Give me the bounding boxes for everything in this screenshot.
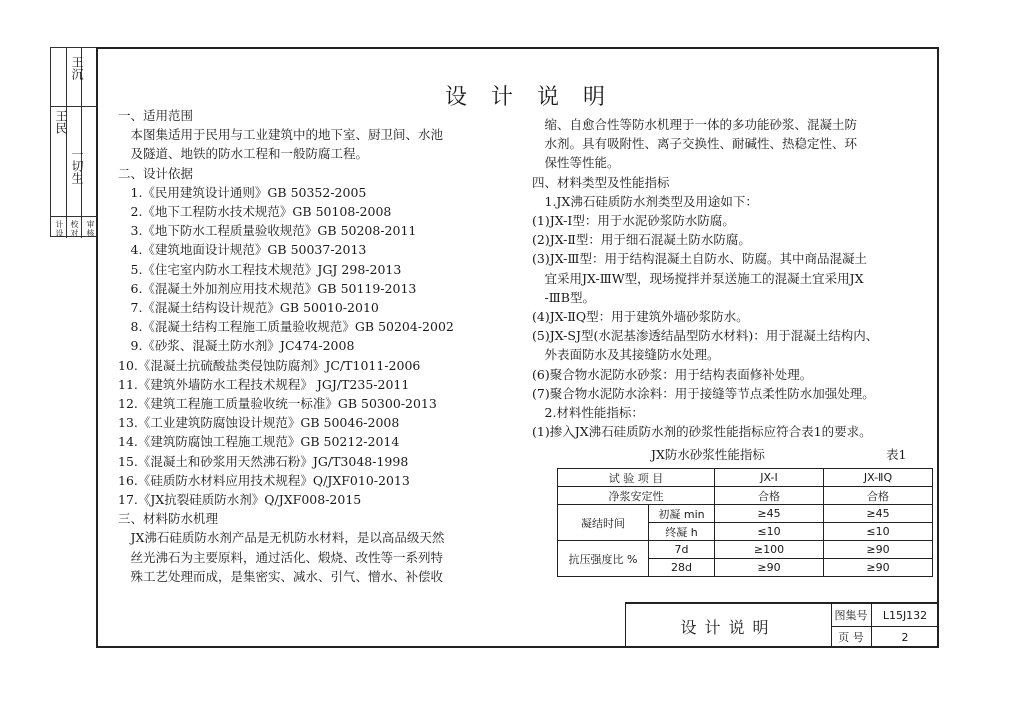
left_column-line: 7.《混凝土结构设计规范》GB 50010-2010 [118, 300, 379, 316]
row-sub: 初凝 min [649, 505, 715, 523]
signature-strip [50, 47, 96, 237]
row-sub: 终凝 h [649, 523, 715, 541]
table-row [558, 541, 933, 559]
cell-label-4: 审 [86, 220, 95, 228]
signature-2: 王沉 [70, 56, 84, 80]
left_column-line: 2.《地下工程防水技术规范》GB 50108-2008 [118, 204, 392, 220]
left_column-line: 5.《住宅室内防水工程技术规范》JGJ 298-2013 [118, 261, 402, 277]
header-jx1: JX-Ⅰ [715, 469, 824, 487]
page-row [831, 626, 938, 648]
right_column-line: 外表面防水及其接缝防水处理。 [532, 347, 720, 363]
table-row [558, 505, 933, 523]
left_column-line: 11.《建筑外墙防水工程技术规程》 JGJ/T235-2011 [118, 376, 410, 392]
right_column-line: (1)JX-Ⅰ型：用于水泥砂浆防水防腐。 [532, 213, 735, 229]
table-header-row [558, 469, 933, 487]
right_column-line: (7)聚合物水泥防水涂料：用于接缝等节点柔性防水加强处理。 [532, 385, 875, 401]
title-block [625, 602, 939, 648]
left_column-line: 12.《建筑工程施工质量验收统一标准》GB 50300-2013 [118, 396, 437, 412]
atlas-row [831, 604, 938, 627]
right_column-line: (6)聚合物水泥防水砂浆：用于结构表面修补处理。 [532, 366, 813, 382]
left_column-line: 6.《混凝土外加剂应用技术规范》GB 50119-2013 [118, 280, 417, 296]
row-value-2: ≥90 [824, 541, 933, 559]
row-value-1: ≤10 [715, 523, 824, 541]
row-label: 凝结时间 [558, 505, 649, 541]
left_column-line: JX沸石硅质防水剂产品是无机防水材料，是以高品级天然 [118, 530, 445, 546]
left-column [118, 106, 518, 586]
row-label: 净浆安定性 [558, 487, 715, 505]
row-label: 抗压强度比 % [558, 541, 649, 577]
right_column-line: 水剂。具有吸附性、离子交换性、耐碱性、热稳定性、环 [532, 136, 858, 152]
page-title: 设计说明 [445, 85, 630, 110]
right_column-line: (3)JX-Ⅲ型：用于结构混凝土自防水、防腐。其中商品混凝土 [532, 251, 867, 267]
right-column [532, 115, 922, 441]
row-sub: 7d [649, 541, 715, 559]
row-value-1: ≥90 [715, 559, 824, 577]
left_column-line: 8.《混凝土结构工程施工质量验收规范》GB 50204-2002 [118, 319, 454, 335]
row-value-1: ≥45 [715, 505, 824, 523]
left_column-line: 4.《建筑地面设计规范》GB 50037-2013 [118, 242, 367, 258]
row-value-2: ≥45 [824, 505, 933, 523]
cell-label-2: 校 [70, 220, 79, 228]
signature-1: 王民 [54, 110, 68, 134]
left_column-line: 13.《工业建筑防腐蚀设计规范》GB 50046-2008 [118, 415, 400, 431]
strip-divider-1 [66, 48, 67, 238]
left_column-line: 14.《建筑防腐蚀工程施工规范》GB 50212-2014 [118, 434, 400, 450]
row-value-2: ≥90 [824, 559, 933, 577]
left_column-line: 本图集适用于民用与工业建筑中的地下室、厨卫间、水池 [118, 127, 444, 143]
left_column-line: 丝光沸石为主要原料，通过活化、煅烧、改性等一系列特 [118, 549, 444, 565]
table-caption: JX防水砂浆性能指标 [651, 447, 765, 462]
cell-label-5: 核 [86, 229, 95, 237]
row-value-2: ≤10 [824, 523, 933, 541]
right_column-line: (1)掺入JX沸石硅质防水剂的砂浆性能指标应符合表1的要求。 [532, 424, 872, 440]
right_column-line: 2.材料性能指标： [532, 405, 644, 421]
cell-label-0: 计 [55, 220, 64, 228]
left_column-line: 三、材料防水机理 [118, 511, 219, 527]
title-block-name: 设计说明 [626, 604, 832, 648]
right_column-line: -ⅢB型。 [532, 289, 595, 305]
row-value-2: 合格 [824, 487, 933, 505]
left_column-line: 1.《民用建筑设计通则》GB 50352-2005 [118, 184, 367, 200]
left_column-line: 3.《地下防水工程质量验收规范》GB 50208-2011 [118, 223, 417, 239]
page-value: 2 [901, 630, 909, 644]
row-value-1: ≥100 [715, 541, 824, 559]
left_column-line: 9.《砂浆、混凝土防水剂》JC474-2008 [118, 338, 355, 354]
right_column-line: 保性等性能。 [532, 155, 620, 171]
left_column-line: 10.《混凝土抗硫酸盐类侵蚀防腐剂》JC/T1011-2006 [118, 357, 421, 373]
atlas-label: 图集号 [831, 604, 872, 626]
performance-table [557, 468, 933, 577]
right_column-line: (5)JX-SJ型(水泥基渗透结晶型防水材料)：用于混凝土结构内、 [532, 328, 879, 344]
right_column-line: 1.JX沸石硅质防水剂类型及用途如下： [532, 193, 758, 209]
cell-label-1: 设 [55, 229, 64, 237]
right_column-line: (2)JX-Ⅱ型：用于细石混凝土防水防腐。 [532, 232, 751, 248]
left_column-line: 15.《混凝土和砂浆用天然沸石粉》JG/T3048-1998 [118, 453, 409, 469]
table-row [558, 487, 933, 505]
left_column-line: 16.《硅质防水材料应用技术规程》Q/JXF010-2013 [118, 472, 410, 488]
cell-label-3: 对 [70, 229, 79, 237]
row-value-1: 合格 [715, 487, 824, 505]
left_column-line: 殊工艺处理而成，是集密实、减水、引气、憎水、补偿收 [118, 568, 444, 584]
row-sub: 28d [649, 559, 715, 577]
header-jx2q: JX-ⅡQ [824, 469, 933, 487]
right_column-line: (4)JX-ⅡQ型：用于建筑外墙砂浆防水。 [532, 309, 749, 325]
left_column-line: 及隧道、地铁的防水工程和一般防腐工程。 [118, 146, 369, 162]
left_column-line: 二、设计依据 [118, 165, 194, 181]
right_column-line: 宜采用JX-ⅢW型，现场搅拌并泵送施工的混凝土宜采用JX [532, 270, 864, 286]
left_column-line: 一、适用范围 [118, 108, 194, 123]
header-item: 试 验 项 目 [558, 469, 715, 487]
right_column-line: 缩、自愈合性等防水机理于一体的多功能砂浆、混凝土防 [532, 117, 858, 132]
left_column-line: 17.《JX抗裂硅质防水剂》Q/JXF008-2015 [118, 492, 362, 508]
table-number: 表1 [886, 447, 907, 462]
signature-3: 一切生 [70, 148, 84, 184]
atlas-value: L15J132 [882, 608, 928, 622]
page-label: 页 号 [831, 626, 872, 648]
right_column-line: 四、材料类型及性能指标 [532, 174, 670, 190]
